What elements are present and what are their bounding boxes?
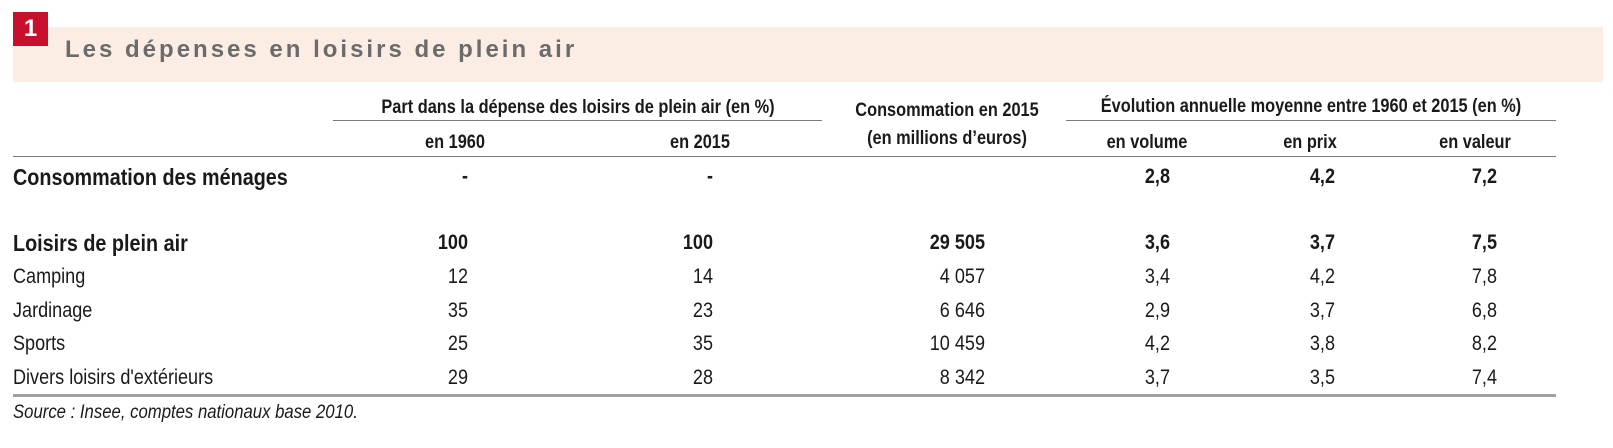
cell-p2015: 23 (692, 299, 713, 322)
row-label: Loisirs de plein air (13, 230, 188, 256)
cell-valeur: 8,2 (1471, 332, 1497, 355)
cell-valeur: 6,8 (1471, 299, 1497, 322)
cell-p1960: 25 (447, 332, 468, 355)
cell-p1960: 35 (447, 299, 468, 322)
subheader-1960: en 1960 (425, 132, 485, 153)
cell-p2015: 100 (682, 231, 713, 254)
cell-conso: 29 505 (929, 231, 985, 254)
cell-p2015: 35 (692, 332, 713, 355)
row-label: Sports (13, 332, 66, 355)
cell-volume: 3,7 (1144, 366, 1170, 389)
subheader-2015: en 2015 (670, 132, 730, 153)
header-part-underline (333, 120, 822, 121)
header-consommation-line1: Consommation en 2015 (855, 100, 1039, 121)
cell-p2015: 28 (692, 366, 713, 389)
header-evolution-underline (1066, 120, 1556, 121)
cell-volume: 4,2 (1144, 332, 1170, 355)
subheader-prix: en prix (1283, 132, 1337, 153)
header-bottom-rule (13, 156, 1556, 157)
header-part: Part dans la dépense des loisirs de plein air (en %) (381, 97, 775, 118)
subheader-valeur: en valeur (1439, 132, 1511, 153)
row-label: Consommation des ménages (13, 164, 288, 190)
cell-p2015: - (706, 165, 713, 188)
cell-prix: 3,7 (1309, 299, 1335, 322)
header-consommation-line2: (en millions d’euros) (867, 128, 1027, 149)
cell-volume: 3,6 (1144, 231, 1170, 254)
figure-number-badge: 1 (13, 12, 48, 46)
cell-prix: 4,2 (1309, 165, 1335, 188)
cell-valeur: 7,8 (1471, 265, 1497, 288)
row-label: Jardinage (13, 299, 93, 322)
cell-valeur: 7,2 (1471, 165, 1497, 188)
figure-title: Les dépenses en loisirs de plein air (65, 36, 578, 63)
cell-prix: 3,5 (1309, 366, 1335, 389)
header-evolution: Évolution annuelle moyenne entre 1960 et 2015 (en %) (1100, 96, 1522, 117)
cell-conso: 6 646 (939, 299, 985, 322)
cell-volume: 2,9 (1144, 299, 1170, 322)
cell-p1960: 12 (447, 265, 468, 288)
row-label: Camping (13, 265, 86, 288)
cell-p1960: - (461, 165, 468, 188)
cell-volume: 3,4 (1144, 265, 1170, 288)
cell-valeur: 7,5 (1471, 231, 1497, 254)
cell-p1960: 100 (437, 231, 468, 254)
cell-valeur: 7,4 (1471, 366, 1497, 389)
subheader-volume: en volume (1106, 132, 1188, 153)
source-note: Source : Insee, comptes nationaux base 2010. (13, 402, 358, 423)
cell-prix: 3,7 (1309, 231, 1335, 254)
cell-prix: 4,2 (1309, 265, 1335, 288)
cell-p2015: 14 (692, 265, 713, 288)
table-bottom-rule (13, 394, 1556, 397)
cell-conso: 4 057 (939, 265, 985, 288)
row-label: Divers loisirs d'extérieurs (13, 366, 214, 389)
cell-conso: 8 342 (939, 366, 985, 389)
cell-volume: 2,8 (1144, 165, 1170, 188)
cell-p1960: 29 (447, 366, 468, 389)
cell-conso: 10 459 (929, 332, 985, 355)
cell-prix: 3,8 (1309, 332, 1335, 355)
